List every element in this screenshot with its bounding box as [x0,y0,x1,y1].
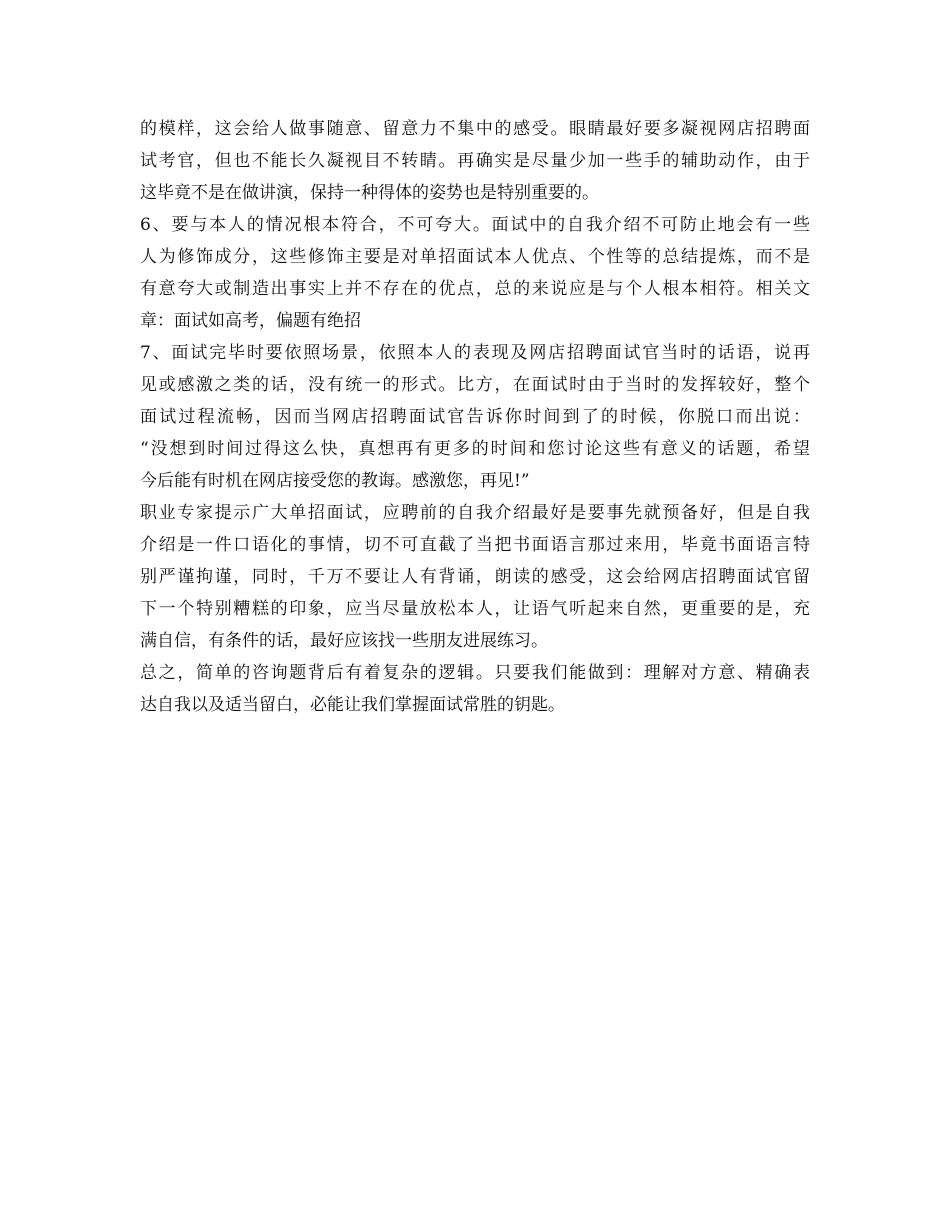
document-body [140,113,810,721]
text-line: 7、面试完毕时要依照场景，依照本人的表现及网店招聘面试官当时的话语，说再 [140,343,810,363]
text-line: 下一个特别糟糕的印象，应当尽量放松本人，让语气听起来自然，更重要的是，充 [140,599,810,619]
text-line: 满自信，有条件的话，最好应该找一些朋友进展练习。 [140,631,548,651]
text-line: 达自我以及适当留白，必能让我们掌握面试常胜的钥匙。 [140,695,565,715]
text-line: 职业专家提示广大单招面试，应聘前的自我介绍最好是要事先就预备好，但是自我 [140,503,810,523]
text-line: 6、要与本人的情况根本符合，不可夸大。面试中的自我介绍不可防止地会有一些 [140,215,810,235]
text-line: 这毕竟不是在做讲演，保持一种得体的姿势也是特别重要的。 [140,183,599,203]
text-line: 今后能有时机在网店接受您的教诲。感激您，再见!” [140,471,530,491]
text-line: 面试过程流畅，因而当网店招聘面试官告诉你时间到了的时候，你脱口而出说： [140,407,810,427]
paragraph-demeanor [140,113,810,209]
paragraph-point-7 [140,337,810,497]
paragraph-conclusion [140,657,810,721]
text-line: 试考官，但也不能长久凝视目不转睛。再确实是尽量少加一些手的辅助动作，由于 [140,151,810,171]
paragraph-point-6 [140,209,810,337]
paragraph-expert-advice [140,497,810,657]
text-line: 总之，简单的咨询题背后有着复杂的逻辑。只要我们能做到：理解对方意、精确表 [140,663,810,683]
text-line: 介绍是一件口语化的事情，切不可直截了当把书面语言那过来用，毕竟书面语言特 [140,535,810,555]
text-line: 别严谨拘谨，同时，千万不要让人有背诵，朗读的感受，这会给网店招聘面试官留 [140,567,810,587]
text-line: 章：面试如高考，偏题有绝招 [140,311,361,331]
text-line: 人为修饰成分，这些修饰主要是对单招面试本人优点、个性等的总结提炼，而不是 [140,247,810,267]
text-line: 见或感激之类的话，没有统一的形式。比方，在面试时由于当时的发挥较好，整个 [140,375,810,395]
text-line: “没想到时间过得这么快，真想再有更多的时间和您讨论这些有意义的话题，希望 [140,439,810,459]
text-line: 的模样，这会给人做事随意、留意力不集中的感受。眼睛最好要多凝视网店招聘面 [140,119,810,139]
text-line: 有意夸大或制造出事实上并不存在的优点，总的来说应是与个人根本相符。相关文 [140,279,810,299]
